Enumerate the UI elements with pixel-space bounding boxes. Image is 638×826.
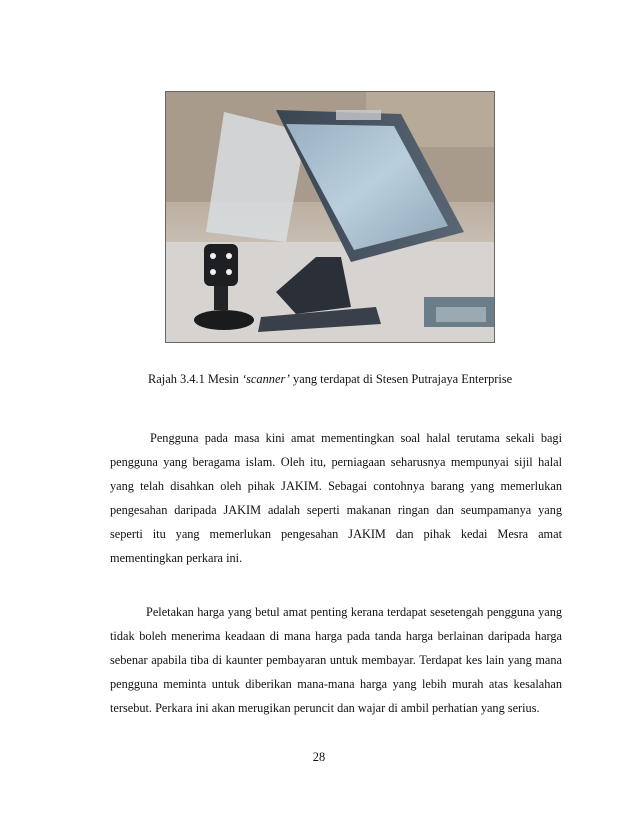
paragraph-text: Peletakan harga yang betul amat penting kerana terdapat sesetengah pengguna yang tidak boleh menerima keadaan di mana harga pada tanda harga berlainan daripada harga sebenar apabila tiba di kaunter pembayaran untuk membayar. Terdapat kes lain yang mana pengguna meminta untuk diberikan mana-mana harga yang lebih murah atas kesalahan tersebut. Perkara ini akan merugikan peruncit dan wajar di ambil perhatian yang serius. [110,605,562,715]
figure-caption [148,372,568,387]
caption-suffix: yang terdapat di Stesen Putrajaya Enterprise [289,372,513,386]
scanner-machine-photo [165,91,495,343]
caption-term: ‘scanner’ [241,372,290,386]
page-number: 28 [312,750,326,764]
paragraph-text: Pengguna pada masa kini amat mementingkan soal halal terutama sekali bagi pengguna yang beragama islam. Oleh itu, perniagaan seharusnya mempunyai sijil halal yang telah disahkan oleh pihak JAKIM. Sebagai contohnya barang yang memerlukan pengesahan daripada JAKIM adalah seperti makanan ringan dan seumpamanya yang seperti itu yang memerlukan pengesahan JAKIM dan pihak kedai Mesra amat mementingkan perkara ini. [110,431,562,565]
paragraph-pricing [110,601,562,721]
caption-prefix: Rajah 3.4.1 Mesin [148,372,242,386]
paragraph-halal [110,427,562,570]
